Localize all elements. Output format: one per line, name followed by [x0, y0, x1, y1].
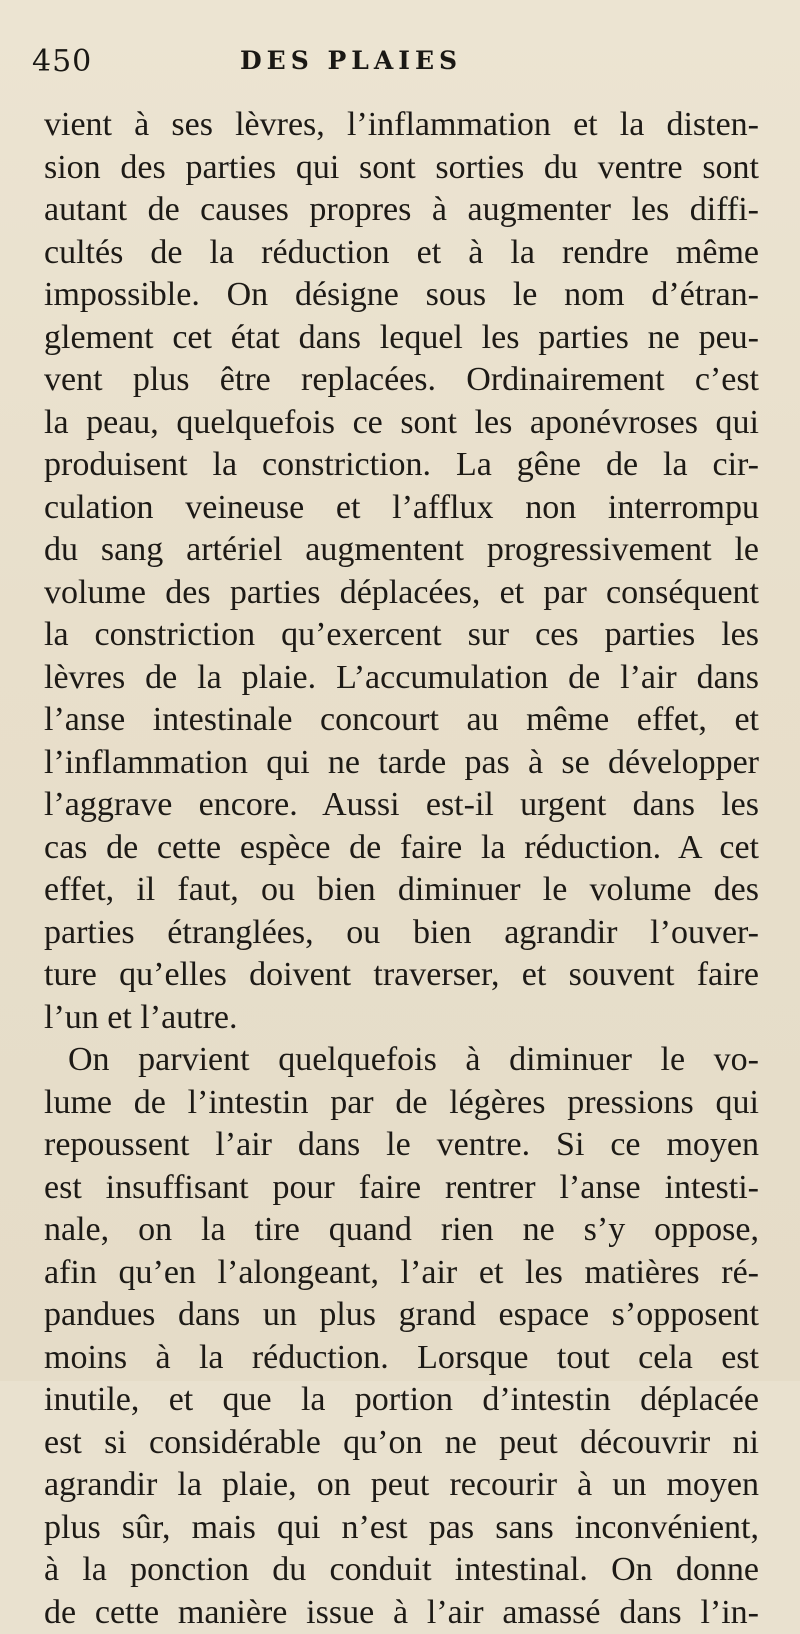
text-line: l’aggrave encore. Aussi est-il urgent dans les	[44, 784, 759, 827]
text-line: culation veineuse et l’afflux non interrompu	[44, 487, 759, 530]
text-line: l’inflammation qui ne tarde pas à se développer	[44, 742, 759, 785]
text-line: autant de causes propres à augmenter les diffi-	[44, 189, 759, 232]
text-line: est insuffisant pour faire rentrer l’anse intesti-	[44, 1167, 759, 1210]
text-line: repoussent l’air dans le ventre. Si ce moyen	[44, 1124, 759, 1167]
text-line: lume de l’intestin par de légères pressions qui	[44, 1082, 759, 1125]
text-line: produisent la constriction. La gêne de la cir-	[44, 444, 759, 487]
paragraph-end-line: l’un et l’autre.	[44, 997, 759, 1040]
text-line: pandues dans un plus grand espace s’opposent	[44, 1294, 759, 1337]
text-line: de cette manière issue à l’air amassé dans l’in-	[44, 1592, 759, 1634]
text-line: sion des parties qui sont sorties du ventre sont	[44, 147, 759, 190]
text-line: cas de cette espèce de faire la réduction. A cet	[44, 827, 759, 870]
text-line: impossible. On désigne sous le nom d’étran-	[44, 274, 759, 317]
text-line: moins à la réduction. Lorsque tout cela est	[44, 1337, 759, 1380]
text-line: la constriction qu’exercent sur ces parties les	[44, 614, 759, 657]
text-line: agrandir la plaie, on peut recourir à un moyen	[44, 1464, 759, 1507]
text-line: est si considérable qu’on ne peut découvrir ni	[44, 1422, 759, 1465]
text-line: plus sûr, mais qui n’est pas sans inconvénient,	[44, 1507, 759, 1550]
paragraph-start-line: On parvient quelquefois à diminuer le vo-	[44, 1039, 759, 1082]
running-head: DES PLAIES	[240, 46, 462, 75]
text-line: volume des parties déplacées, et par conséquent	[44, 572, 759, 615]
text-line: vent plus être replacées. Ordinairement c’est	[44, 359, 759, 402]
text-line: lèvres de la plaie. L’accumulation de l’air dans	[44, 657, 759, 700]
text-line: du sang artériel augmentent progressivement le	[44, 529, 759, 572]
text-line: effet, il faut, ou bien diminuer le volume des	[44, 869, 759, 912]
page-header	[32, 44, 768, 84]
text-line: la peau, quelquefois ce sont les aponévroses qui	[44, 402, 759, 445]
text-line: parties étranglées, ou bien agrandir l’ouver-	[44, 912, 759, 955]
text-line: à la ponction du conduit intestinal. On donne	[44, 1549, 759, 1592]
text-line: ture qu’elles doivent traverser, et souvent faire	[44, 954, 759, 997]
text-line: vient à ses lèvres, l’inflammation et la disten-	[44, 104, 759, 147]
text-line: l’anse intestinale concourt au même effet, et	[44, 699, 759, 742]
text-line: nale, on la tire quand rien ne s’y oppose,	[44, 1209, 759, 1252]
page-number: 450	[32, 44, 92, 79]
text-line: glement cet état dans lequel les parties ne peu-	[44, 317, 759, 360]
body-text	[44, 104, 759, 1634]
text-line: cultés de la réduction et à la rendre même	[44, 232, 759, 275]
text-line: inutile, et que la portion d’intestin déplacée	[44, 1379, 759, 1422]
text-line: afin qu’en l’alongeant, l’air et les matières ré-	[44, 1252, 759, 1295]
